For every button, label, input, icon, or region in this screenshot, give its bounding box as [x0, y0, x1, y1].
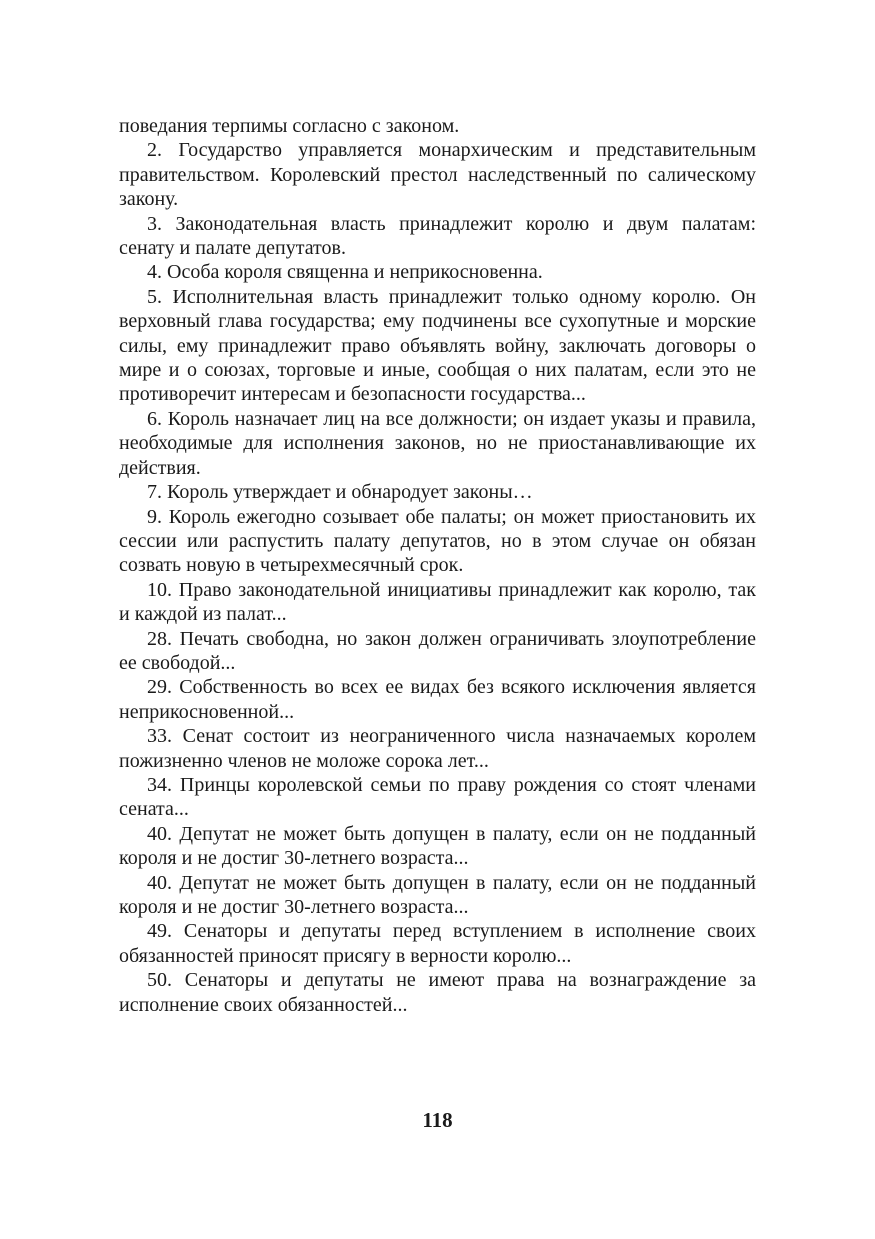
article-10: 10. Право законодательной инициативы принадлежит как королю, так и каждой из палат... — [119, 578, 756, 626]
article-5: 5. Исполнительная власть принадлежит только одному королю. Он верховный глава государства; ему подчинены все сухопутные и морские силы, ему принадлежит право объявлять войну, заключать договоры о мире и о союзах, торговые и иные, сообщая о них палатам, если это не противоречит интересам и безопасности государства... — [119, 285, 756, 406]
article-49: 49. Сенаторы и депутаты перед вступлением в исполнение своих обязанностей приносят присягу в верности королю... — [119, 920, 756, 967]
article-34: 34. Принцы королевской семьи по праву рождения со стоят членами сената... — [119, 773, 756, 821]
article-9: 9. Король ежегодно созывает обе палаты; он может приостановить их сессии или распустить палату депутатов, но в этом случае он обязан созвать новую в четырехмесячный срок. — [119, 505, 756, 577]
article-2: 2. Государство управляется монархическим и представительным правительством. Королевский престол наследственный по салическому закону. — [119, 139, 756, 211]
article-40-repeat: 40. Депутат не может быть допущен в палату, если он не подданный короля и не достиг 30-летнего возраста... — [119, 871, 756, 918]
article-40: 40. Депутат не может быть допущен в палату, если он не подданный короля и не достиг 30-летнего возраста... — [119, 822, 756, 870]
article-6: 6. Король назначает лиц на все должности; он издает указы и правила, необходимые для исполнения законов, но не приостанавливающие их действия. — [119, 407, 756, 479]
article-29: 29. Собственность во всех ее видах без всякого исключения является неприкосновенной... — [119, 676, 756, 723]
article-7: 7. Король утверждает и обнародует законы… — [147, 481, 533, 504]
continuation-paragraph: поведания терпимы согласно с законом. — [119, 115, 460, 137]
page-number: 118 — [422, 1108, 453, 1132]
article-28: 28. Печать свободна, но закон должен ограничивать злоупотребление ее свободой... — [119, 627, 756, 674]
article-33: 33. Сенат состоит из неограниченного числа назначаемых королем пожизненно членов не моложе сорока лет... — [119, 725, 756, 772]
page-body — [119, 114, 756, 1017]
article-4: 4. Особа короля священна и неприкосновенна. — [147, 261, 543, 284]
article-3: 3. Законодательная власть принадлежит королю и двум палатам: сенату и палате депутатов. — [119, 212, 756, 260]
article-50: 50. Сенаторы и депутаты не имеют права на вознаграждение за исполнение своих обязанностей... — [119, 969, 756, 1016]
